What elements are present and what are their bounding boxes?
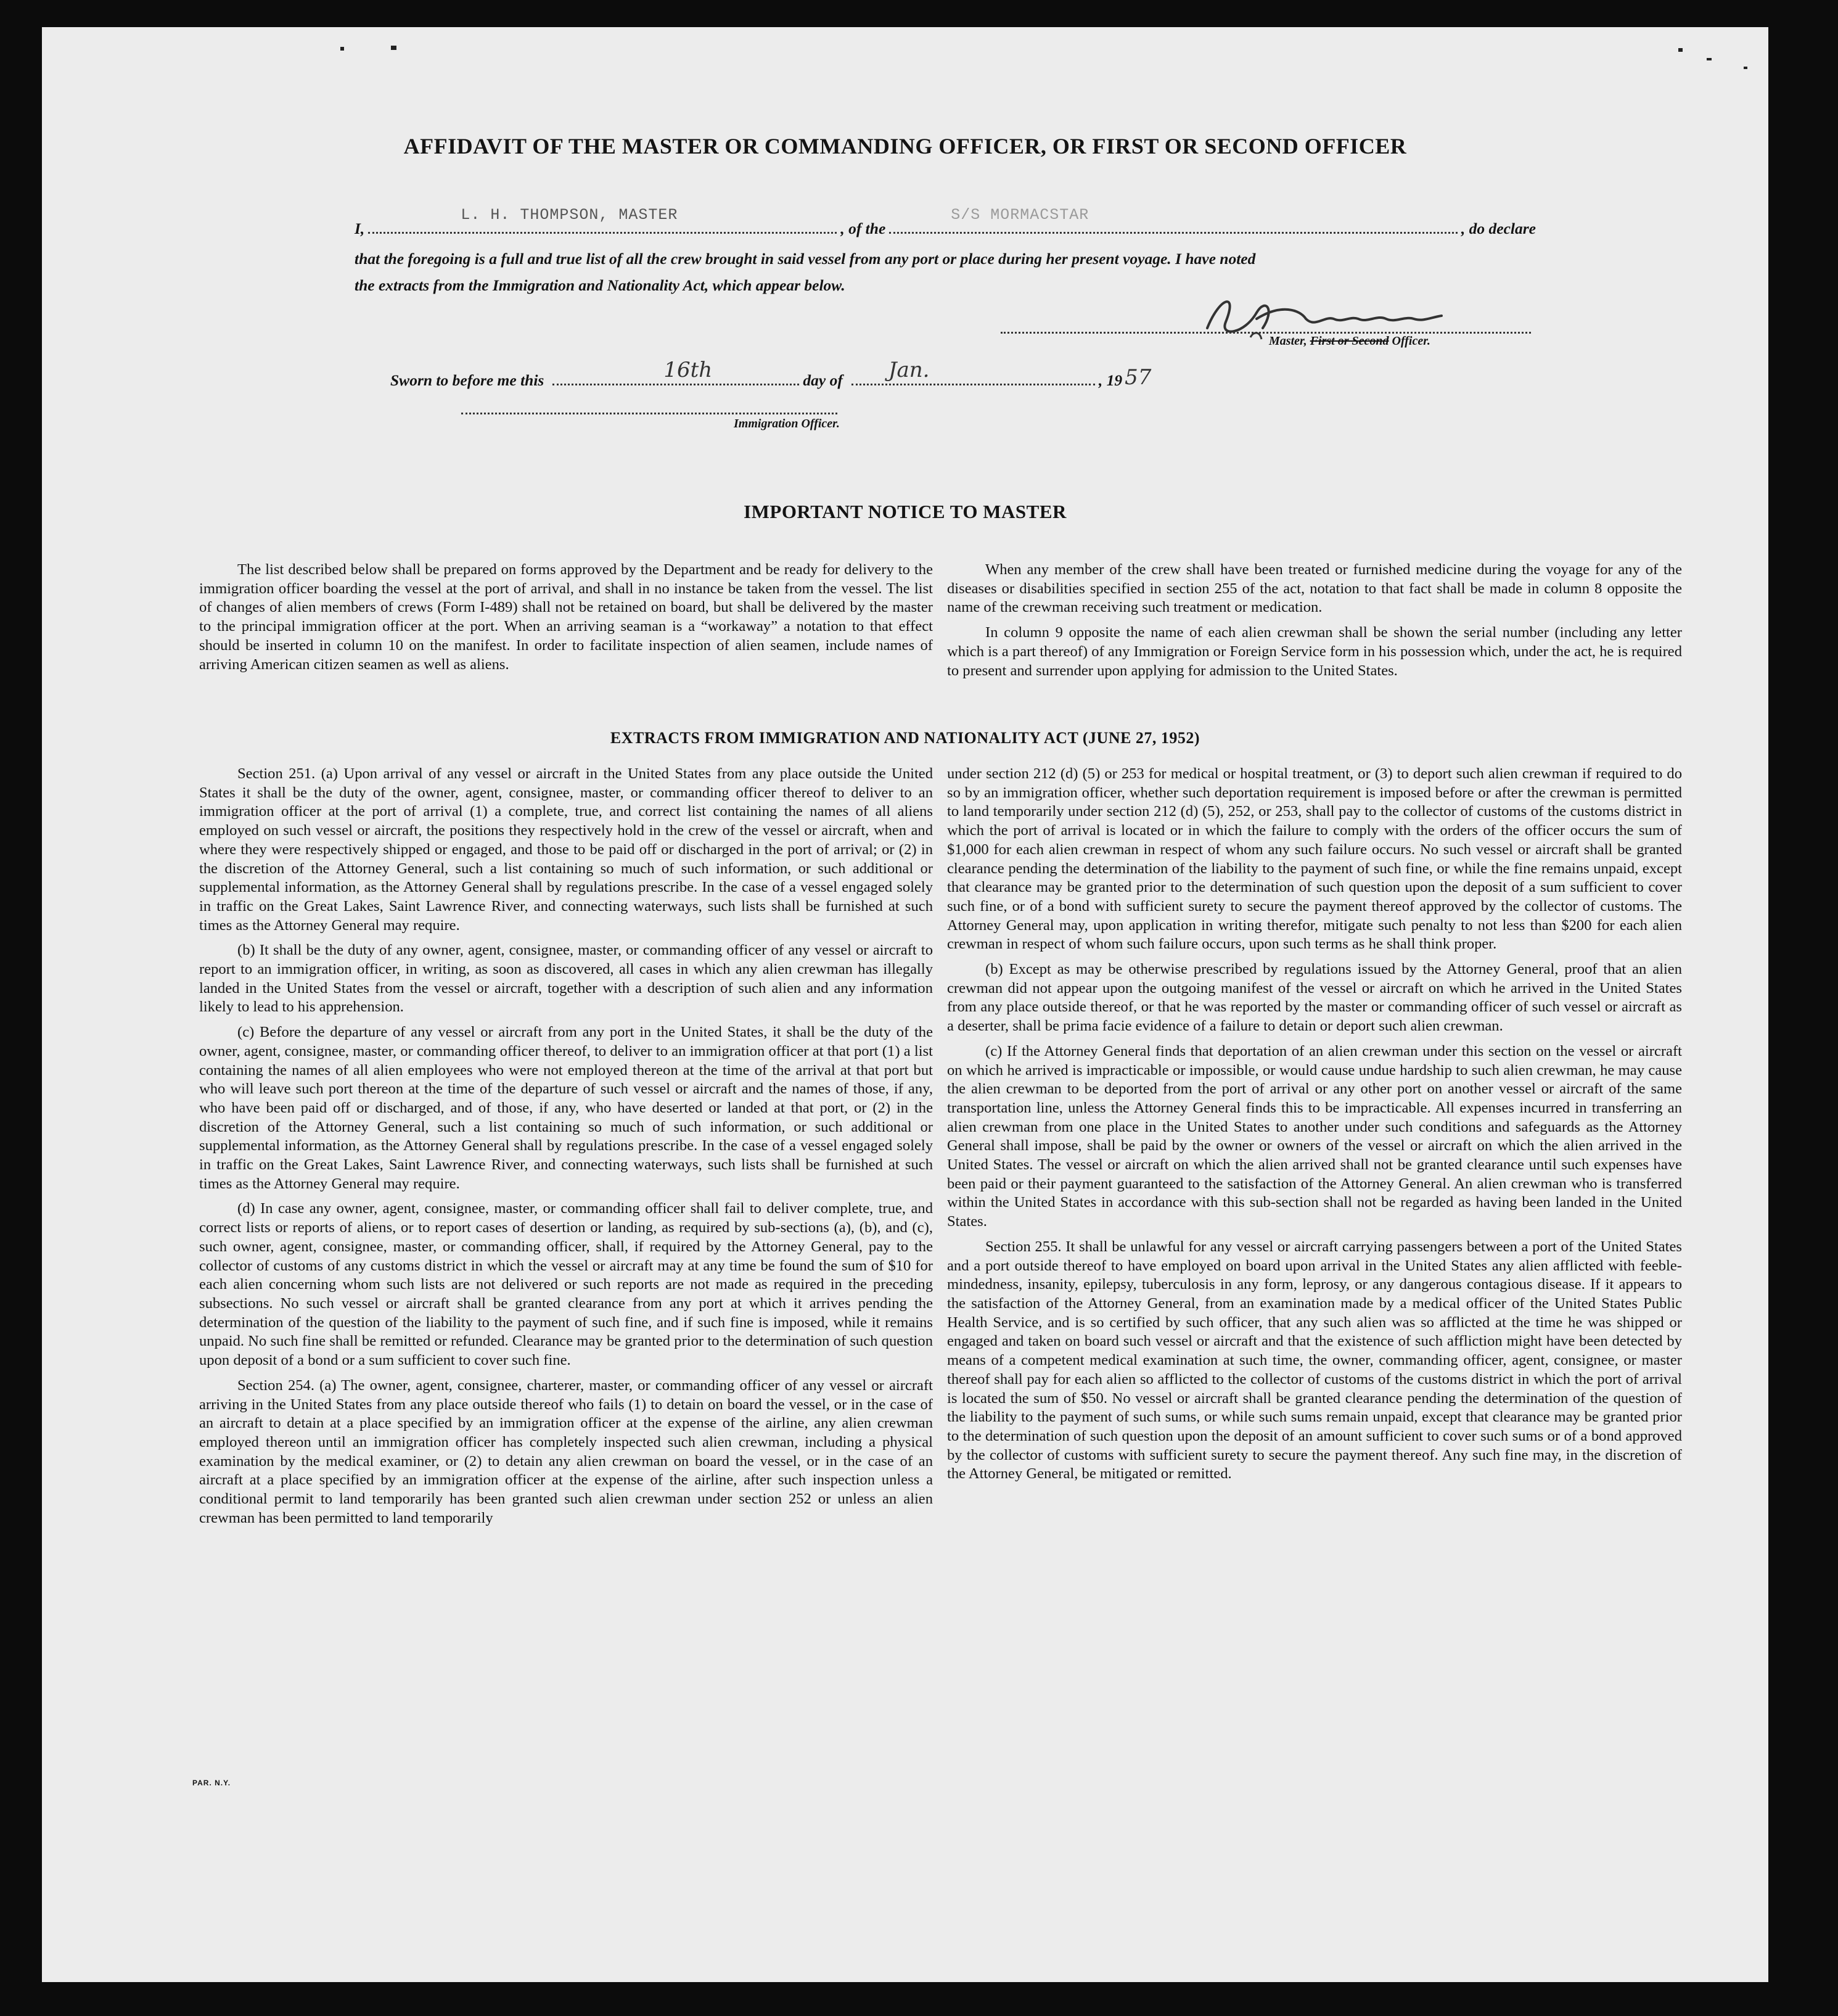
sworn-month-field [851, 358, 1095, 385]
signature-caption-suffix: Officer. [1389, 334, 1430, 348]
notice-paragraph: When any member of the crew shall have been treated or furnished medicine during the voyage for any of the diseases or disabilities specified in section 255 of the act, notation to that fact shall be made in column 8 opposite the name of the crewman receiving such treatment or medication. [947, 561, 1682, 616]
document-page [42, 27, 1768, 1982]
scan-speck [1707, 58, 1712, 60]
sworn-prefix: Sworn to before me this [390, 371, 544, 389]
signature-caption-struck: First or Second [1310, 334, 1389, 348]
scan-speck [1744, 67, 1747, 69]
section-paragraph: (d) In case any owner, agent, consignee, master, or commanding officer shall fail to deliver complete, true, and correct lists or reports of aliens, or to report cases of desertion or landing, as required by sub-sections (a), (b), and (c), such owner, agent, consignee, master, or commanding officer, shall, if required by the Attorney General, pay to the collector of customs of any customs district in which the vessel or aircraft may at any time be found the sum of $10 for each alien concerning whom such lists are not delivered or such reports are not made as required in the preceding subsections. No such vessel or aircraft shall be granted clearance from any port at which it arrives pending the determination of the question of the liability to the payment of such fine, and if such fine is imposed, while it remains unpaid. No such fine shall be remitted or refunded. Clearance may be granted prior to the determination of such question upon deposit of a bond or a sum sufficient to cover such fine. [199, 1200, 933, 1369]
section-paragraph: (b) It shall be the duty of any owner, agent, consignee, master, or commanding officer of any vessel or aircraft to report to an immigration officer, in writing, as soon as discovered, all cases in which any alien crewman has illegally landed in the United States from the vessel or aircraft, together with a description of such alien and any information likely to lead to his apprehension. [199, 942, 933, 1016]
extracts-title: EXTRACTS FROM IMMIGRATION AND NATIONALITY ACT (JUNE 27, 1952) [610, 729, 1200, 747]
declaration-name-row [355, 206, 1536, 242]
sworn-row [390, 358, 1266, 391]
signature-caption [1269, 334, 1430, 348]
section-paragraph: (b) Except as may be otherwise prescribed by regulations issued by the Attorney General, proof that an alien crewman did not appear upon the outgoing manifest of the vessel or aircraft on which he arrived in the United States from any place outside thereof, or that he was reported by the master or commanding officer of such vessel or aircraft as a deserter, shall be prima facie evidence of a failure to detain or deport such alien crewman. [947, 961, 1682, 1035]
section-continuation: under section 212 (d) (5) or 253 for medical or hospital treatment, or (3) to deport such alien crewman if required to do so by an immigration officer, whether such deportation requirement is imposed before or after the crewman is permitted to land temporarily under section 212 (d) (5), 252, or 253, shall pay to the collector of customs of the customs district in which the port of arrival is located or in which the failure to comply with the orders of the officer occurs the sum of $1,000 for each alien crewman in respect of whom any such failure occurs. No such vessel or aircraft shall be granted clearance pending the determination of the liability to the payment of such fine, or while the fine remains unpaid, except that clearance may be granted prior to the determination of such question upon the deposit of a sum sufficient to cover such fine, or of a bond with sufficient surety to secure the payment thereof approved by the collector of customs. The Attorney General may, upon application in writing therefor, mitigate such penalty to not less than $200 for each alien crewman in respect of whom such failure occurs, upon such terms as he shall think proper. [947, 765, 1682, 953]
printer-mark: PAR. N.Y. [192, 1779, 231, 1787]
extracts-right-column [947, 765, 1682, 1490]
of-the-label: , of the [840, 220, 886, 237]
master-name-field [368, 206, 837, 234]
day-of-label: day of [803, 371, 843, 389]
scan-speck [1678, 48, 1683, 52]
sworn-year-value: 57 [1125, 365, 1152, 390]
officer-signature-line [461, 413, 837, 414]
sworn-day-field [552, 358, 799, 385]
notice-left-column [199, 561, 933, 680]
scan-speck [340, 47, 344, 51]
pre-name-label: I, [355, 220, 365, 237]
do-declare-label: , do declare [1461, 220, 1536, 237]
declaration-line-1: that the foregoing is a full and true list of all the crew brought in said vessel from any port or place during her present voyage. I have noted [355, 250, 1256, 268]
notice-right-column [947, 561, 1682, 686]
vessel-name-value: S/S MORMACSTAR [951, 206, 1089, 224]
notice-paragraph: The list described below shall be prepared on forms approved by the Department and be ready for delivery to the immigration officer boarding the vessel at the port of arrival, and shall in no instance be taken from the vessel. The list of changes of alien members of crews (Form I-489) shall not be retained on board, but shall be delivered by the master to the principal immigration officer at the port. When an arriving seaman is a “workaway” a notation to that effect should be inserted in column 10 on the manifest. In order to facilitate inspection of alien seamen, include names of arriving American citizen seamen as well as aliens. [199, 561, 933, 673]
signature-caption-prefix: Master, [1269, 334, 1310, 348]
declaration-line-2: the extracts from the Immigration and Nationality Act, which appear below. [355, 276, 845, 294]
year-prefix: , 19 [1098, 371, 1123, 389]
notice-title: IMPORTANT NOTICE TO MASTER [744, 501, 1067, 522]
master-name-value: L. H. THOMPSON, MASTER [461, 206, 678, 224]
section-paragraph: (c) Before the departure of any vessel or aircraft from any port in the United States, it shall be the duty of the owner, agent, consignee, master, or commanding officer thereof, to deliver to an immigration officer at that port (1) a list containing the names of all alien employees who were not employed thereon at the time of the arrival at that port but who will leave such port thereon at the time of the departure of such vessel or aircraft and the names of those, if any, who have been paid off or discharged, and of those, if any, who have deserted or landed at that port, or (2) in the discretion of the Attorney General, such a list containing so much of such information, or such additional or supplemental information, as the Attorney General shall by regulations prescribe. In the case of a vessel engaged solely in traffic on the Great Lakes, Saint Lawrence River, and connecting waterways, such lists shall be furnished at such times as the Attorney General may require. [199, 1024, 933, 1192]
sworn-day-value: 16th [663, 358, 713, 382]
section-paragraph: Section 254. (a) The owner, agent, consignee, charterer, master, or commanding officer of any vessel or aircraft arriving in the United States from any place outside thereof who fails (1) to detain on board the vessel, or in the case of an aircraft to detain at a place specified by an immigration officer at the expense of the airline, any alien crewman employed thereon until an immigration officer has completely inspected such alien crewman, including a physical examination by the medical examiner, or (2) to detain any alien crewman on board the vessel, or in the case of an aircraft at a place specified by an immigration officer at the expense of the airline, after such inspection unless a conditional permit to land temporarily has been granted such alien crewman under section 252 or unless an alien crewman has been permitted to land temporarily [199, 1376, 933, 1526]
section-paragraph: (c) If the Attorney General finds that deportation of an alien crewman under this section on the vessel or aircraft on which he arrived is impracticable or impossible, or would cause undue hardship to such alien crewman, he may cause the alien crewman to be deported from the port of arrival or any other port on another vessel or aircraft of the same transportation line, unless the Attorney General finds this to be impracticable. All expenses incurred in transferring an alien crewman from one place in the United States to another under such conditions and safeguards as the Attorney General shall impose, shall be paid by the owner or owners of the vessel or aircraft on which the alien arrived in the United States. The vessel or aircraft on which the alien arrived shall not be granted clearance until such expenses have been paid or their payment guaranteed to the satisfaction of the Attorney General. An alien crewman who is transferred within the United States in accordance with this sub-section shall not be regarded as having been landed in the United States. [947, 1042, 1682, 1230]
scan-speck [391, 46, 396, 50]
section-paragraph: Section 251. (a) Upon arrival of any vessel or aircraft in the United States from any place outside the United States it shall be the duty of the owner, agent, consignee, master, or commanding officer thereof to deliver to an immigration officer at the port of arrival (1) a complete, true, and correct list containing the names of all aliens employed on such vessel or aircraft, the positions they respectively hold in the crew of the vessel or aircraft, when and where they were respectively shipped or engaged, and those to be paid off or discharged in the port of arrival; or (2) in the discretion of the Attorney General, such a list containing so much of such information, or such additional or supplemental information, as the Attorney General shall by regulations prescribe. In the case of a vessel engaged solely in traffic on the Great Lakes, Saint Lawrence River, and connecting waterways, such lists shall be furnished at such times as the Attorney General may require. [199, 765, 933, 934]
extracts-left-column [199, 765, 933, 1534]
section-paragraph: Section 255. It shall be unlawful for any vessel or aircraft carrying passengers between a port of the United States and a port outside thereof to have employed on board upon arrival in the United States any alien afflicted with feeble-mindedness, insanity, epilepsy, tuberculosis in any form, leprosy, or any dangerous contagious disease. If it appears to the satisfaction of the Attorney General, from an examination made by a medical officer of the United States Public Health Service, and is so certified by such officer, that any such alien was so afflicted at the time he was shipped or engaged and taken on board such vessel or aircraft and that the existence of such affliction might have been detected by means of a competent medical examination at such time, the owner, commanding officer, agent, consignee, or master thereof shall pay for each alien so afflicted to the collector of customs of the customs district in which the port of arrival is located the sum of $50. No vessel or aircraft shall be granted clearance pending the determination of the question of the liability to the payment of such sums, or while such sums remain unpaid, except that clearance may be granted prior to the determination of such question upon the deposit of an amount sufficient to cover such sums or of a bond approved by the collector of customs with sufficient surety to secure the payment thereof. Any such fine may, in the discretion of the Attorney General, be mitigated or remitted. [947, 1238, 1682, 1483]
officer-caption: Immigration Officer. [734, 417, 840, 430]
vessel-name-field [889, 206, 1458, 234]
notice-paragraph: In column 9 opposite the name of each alien crewman shall be shown the serial number (including any letter which is a part thereof) of any Immigration or Foreign Service form in his possession which, under the act, he is required to present and surrender upon applying for admission to the United States. [947, 624, 1682, 679]
signature-line [1001, 332, 1531, 334]
affidavit-title: AFFIDAVIT OF THE MASTER OR COMMANDING OFFICER, OR FIRST OR SECOND OFFICER [403, 134, 1407, 158]
sworn-month-value: Jan. [888, 358, 930, 382]
